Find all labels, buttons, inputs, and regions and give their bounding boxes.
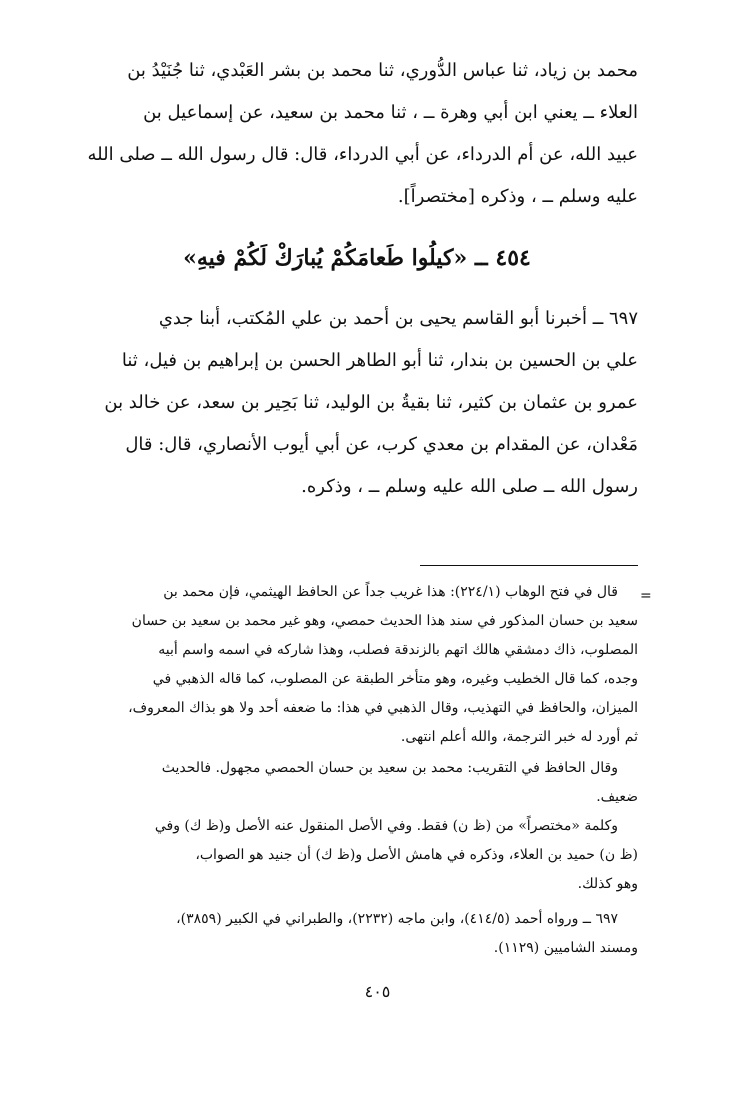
text-line: عليه وسلم ــ ، وذكره [مختصراً]. (397, 186, 638, 207)
footnote-line: ومسند الشاميين (١١٢٩). (493, 940, 638, 956)
footnote-line: وجده، كما قال الخطيب وغيره، وهو متأخر الطبقة عن المصلوب، كما قاله الذهبي في (152, 671, 638, 687)
footnote-line: وقال الحافظ في التقريب: محمد بن سعيد بن حسان الحمصي مجهول. فالحديث (161, 760, 618, 776)
hadith-paragraph (76, 298, 638, 508)
footnote-line: ٦٩٧ ــ ورواه أحمد (٤١٤/٥)، وابن ماجه (٢٢٣٢)، والطبراني في الكبير (٣٨٥٩)، (176, 911, 618, 927)
text-line: محمد بن زياد، ثنا عباس الدُّوري، ثنا محمد بن بشر العَبْدي، ثنا جُنَيْدُ بن (127, 60, 638, 81)
footnote-mukhtasaran (76, 812, 638, 899)
chapter-heading: ٤٥٤ ــ «كيلُوا طَعامَكُمْ يُبارَكْ لَكُمْ فيهِ» (183, 245, 531, 271)
footnote-line: ثم أورد له خبر الترجمة، والله أعلم انتهى. (400, 729, 638, 745)
hadith-paragraph-continued (76, 50, 638, 218)
page-number: ٤٠٥ (364, 982, 391, 1001)
text-line: عبيد الله، عن أم الدرداء، عن أبي الدرداء، قال: قال رسول الله ــ صلى الله (87, 144, 638, 165)
footnote-taqrib (76, 754, 638, 812)
text-line: ٦٩٧ ــ أخبرنا أبو القاسم يحيى بن أحمد بن علي المُكتب، أبنا جدي (158, 308, 638, 329)
footnote-divider (420, 565, 638, 566)
text-line: مَعْدان، عن المقدام بن معدي كرب، عن أبي أيوب الأنصاري، قال: قال (125, 434, 638, 455)
footnote-line: وكلمة «مختصراً» من (ظ ن) فقط. وفي الأصل المنقول عنه الأصل و(ظ ك) وفي (154, 818, 618, 834)
text-line: رسول الله ــ صلى الله عليه وسلم ــ ، وذكره. (301, 476, 638, 497)
text-line: العلاء ــ يعني ابن أبي وهرة ــ ، ثنا محمد بن سعيد، عن إسماعيل بن (143, 102, 638, 123)
text-line: علي بن الحسين بن بندار، ثنا أبو الطاهر الحسن بن إبراهيم بن فيل، ثنا (121, 350, 638, 371)
footnote-line: سعيد بن حسان المذكور في سند هذا الحديث حمصي، وهو غير محمد بن سعيد بن حسان (131, 613, 638, 629)
footnote-line: المصلوب، ذاك دمشقي هالك اتهم بالزندقة فصلب، وهذا شاركه في اسمه واسم أبيه (158, 642, 638, 658)
footnote-line: الميزان، والحافظ في التهذيب، وقال الذهبي في هذا: ما ضعفه أحد ولا هو بذاك المعروف، (128, 700, 638, 716)
footnote-line: وهو كذلك. (577, 876, 638, 892)
footnote-line: قال في فتح الوهاب (٢٢٤/١): هذا غريب جداً عن الحافظ الهيثمي، فإن محمد بن (163, 584, 618, 600)
footnote-takhrij-697 (76, 905, 638, 963)
text-line: عمرو بن عثمان بن كثير، ثنا بقيةُ بن الوليد، ثنا بَحِير بن سعد، عن خالد بن (104, 392, 638, 413)
footnote-hitham (76, 578, 638, 752)
footnote-line: (ظ ن) حميد بن العلاء، وذكره في هامش الأصل و(ظ ك) أن جنيد هو الصواب، (195, 847, 638, 863)
footnote-line: ضعيف. (596, 789, 638, 805)
footnote-continuation-marker: = (640, 588, 652, 604)
